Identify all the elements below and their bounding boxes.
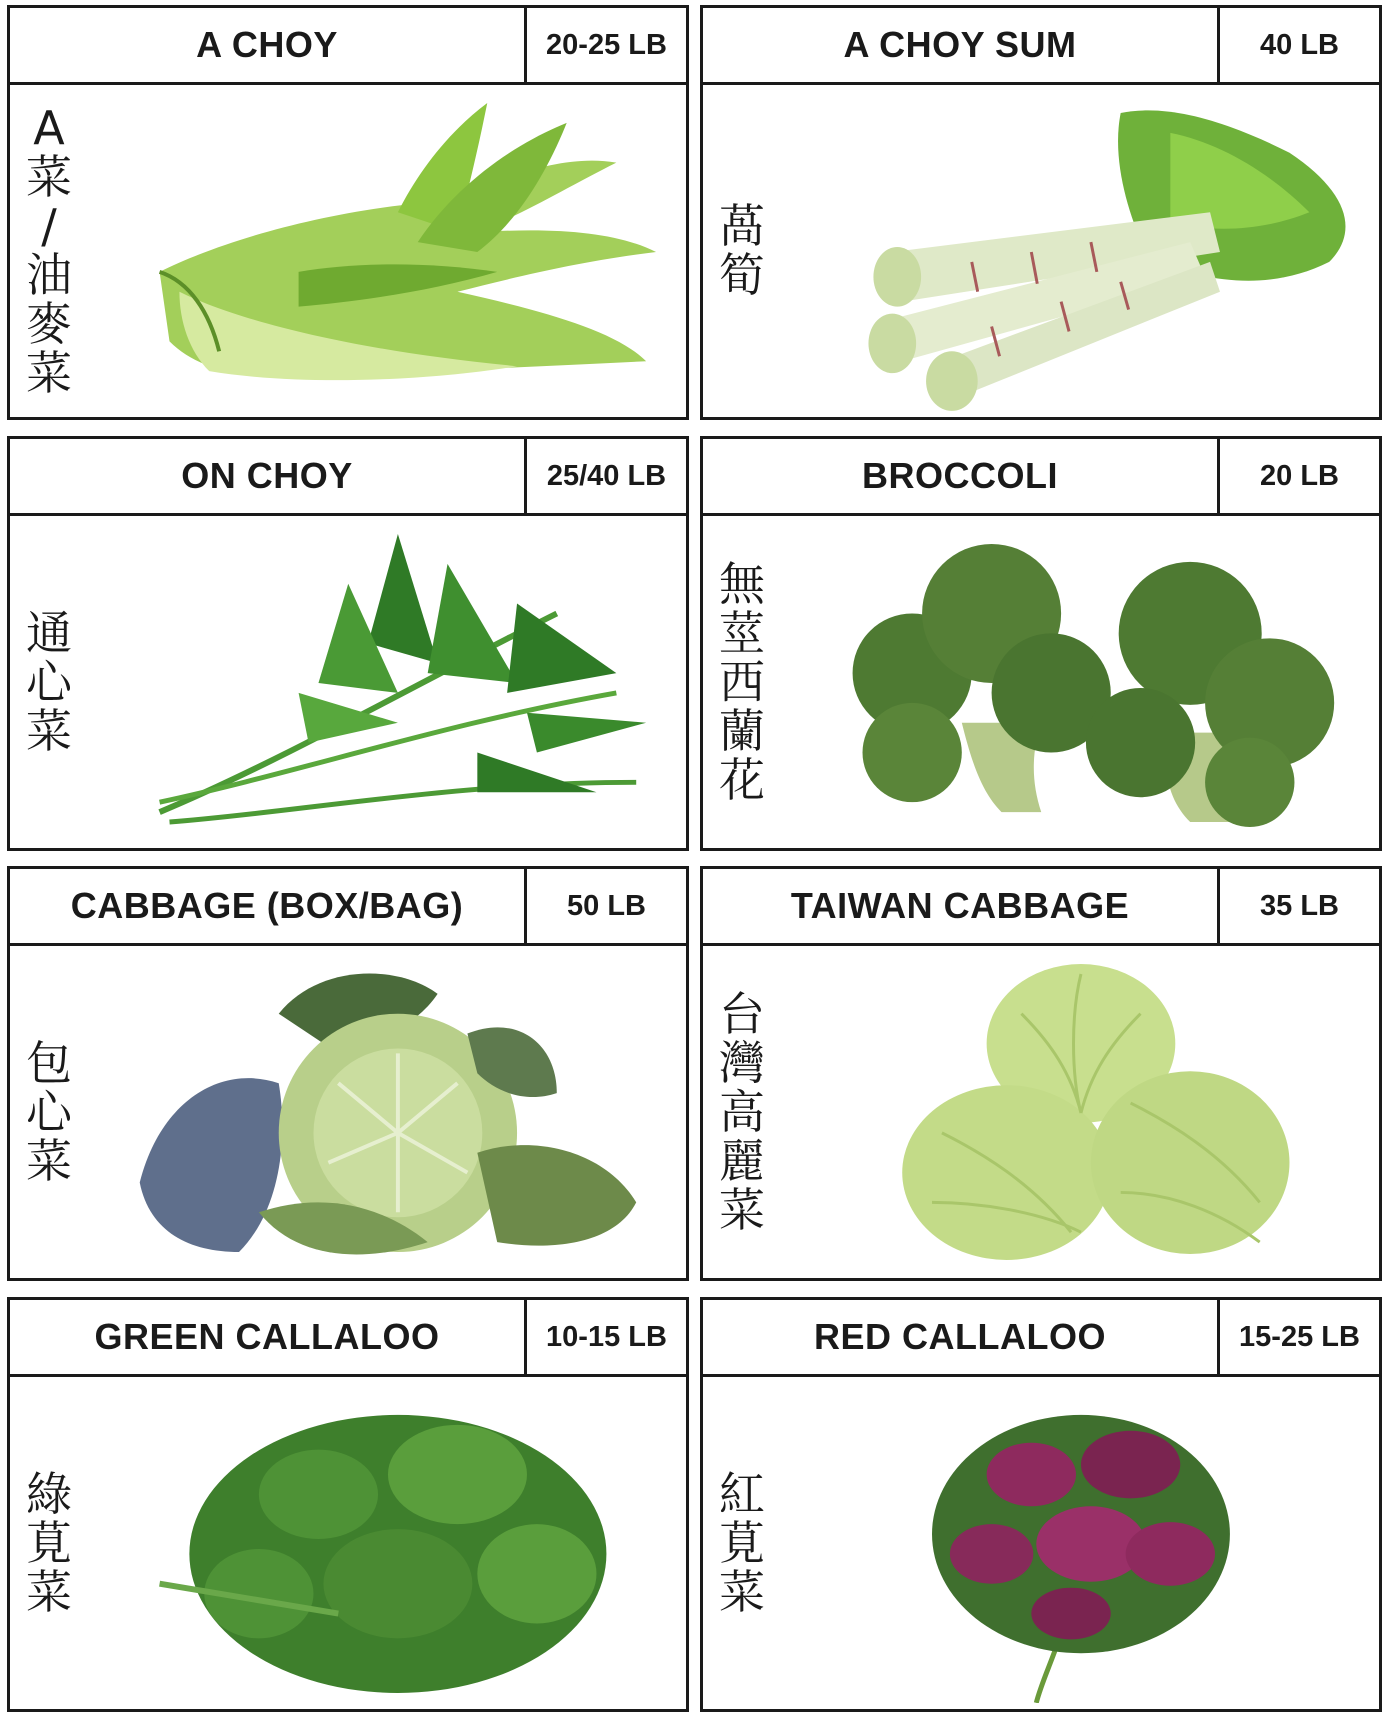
card-header	[10, 869, 686, 946]
on-choy-water-spinach-icon	[100, 524, 666, 842]
product-card-broccoli	[700, 436, 1382, 851]
product-weight: 10-15 LB	[524, 1300, 686, 1374]
red-callaloo-icon	[793, 1385, 1359, 1703]
card-body	[10, 1377, 686, 1709]
cabbage-icon	[100, 954, 666, 1272]
card-header	[10, 439, 686, 516]
product-name: A CHOY	[196, 24, 338, 65]
product-weight: 40 LB	[1217, 8, 1379, 82]
card-header	[10, 1300, 686, 1377]
card-body	[703, 516, 1379, 848]
chinese-name: 包 心 菜	[26, 1035, 72, 1188]
product-card-a-choy-sum	[700, 5, 1382, 420]
card-body	[10, 516, 686, 848]
card-header	[703, 1300, 1379, 1377]
product-card-taiwan-cabbage	[700, 866, 1382, 1281]
card-header	[703, 869, 1379, 946]
chinese-name: 通 心 菜	[26, 605, 72, 758]
card-header	[703, 439, 1379, 516]
product-name: A CHOY SUM	[843, 24, 1077, 65]
chinese-name: 台 灣 高 麗 菜	[719, 986, 765, 1237]
product-name: GREEN CALLALOO	[94, 1316, 440, 1357]
card-body	[10, 85, 686, 417]
product-weight: 50 LB	[524, 869, 686, 943]
product-weight: 15-25 LB	[1217, 1300, 1379, 1374]
product-weight: 20-25 LB	[524, 8, 686, 82]
product-name: ON CHOY	[181, 455, 353, 496]
product-card-red-callaloo	[700, 1297, 1382, 1712]
card-header	[703, 8, 1379, 85]
card-body	[10, 946, 686, 1278]
chinese-name: 萵 筍	[719, 199, 765, 302]
a-choy-sum-stalk-icon	[793, 93, 1359, 411]
chinese-name: 綠 莧 菜	[26, 1466, 72, 1619]
a-choy-lettuce-icon	[100, 93, 666, 411]
product-card-cabbage	[7, 866, 689, 1281]
chinese-name: A 菜 / 油 麥 菜	[26, 101, 72, 400]
product-card-on-choy	[7, 436, 689, 851]
green-callaloo-icon	[100, 1385, 666, 1703]
product-card-a-choy	[7, 5, 689, 420]
chinese-name: 無 莖 西 蘭 花	[719, 556, 765, 807]
card-body	[703, 1377, 1379, 1709]
product-name: TAIWAN CABBAGE	[790, 885, 1130, 926]
product-card-green-callaloo	[7, 1297, 689, 1712]
product-name: CABBAGE (BOX/BAG)	[70, 885, 464, 926]
product-weight: 25/40 LB	[524, 439, 686, 513]
card-body	[703, 85, 1379, 417]
taiwan-cabbage-icon	[793, 954, 1359, 1272]
chinese-name: 紅 莧 菜	[719, 1466, 765, 1619]
product-weight: 20 LB	[1217, 439, 1379, 513]
product-name: RED CALLALOO	[814, 1316, 1106, 1357]
product-weight: 35 LB	[1217, 869, 1379, 943]
broccoli-icon	[793, 524, 1359, 842]
card-body	[703, 946, 1379, 1278]
card-header	[10, 8, 686, 85]
product-name: BROCCOLI	[862, 455, 1058, 496]
